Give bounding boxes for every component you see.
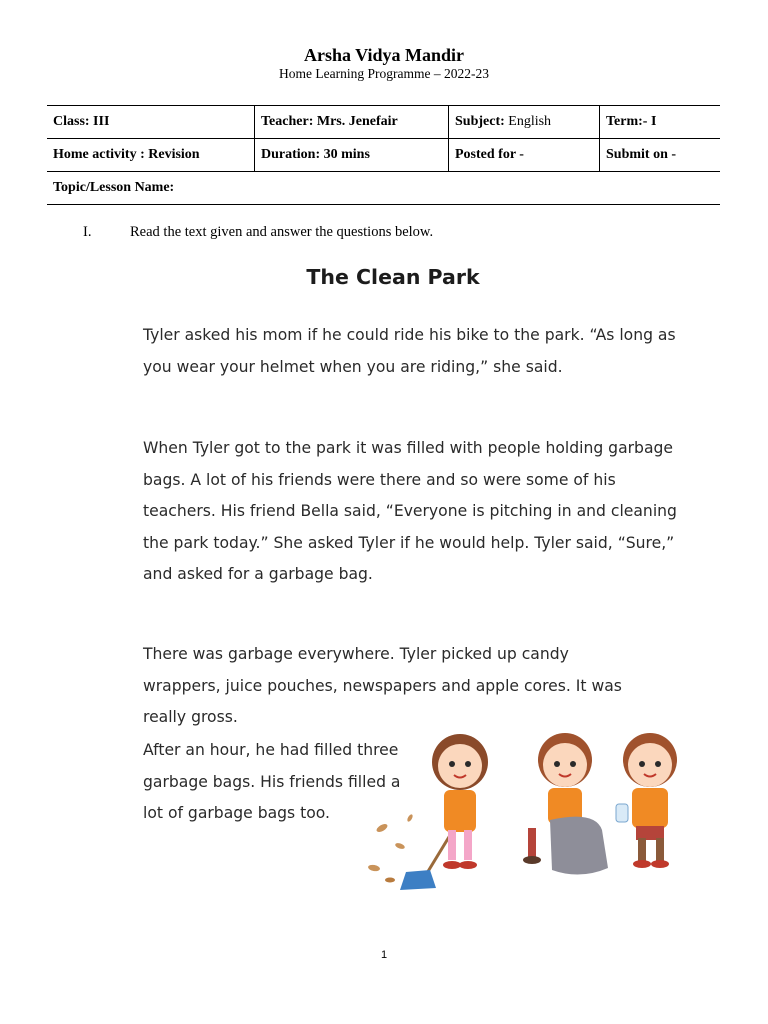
instruction-text: Read the text given and answer the questions below. bbox=[130, 224, 434, 240]
children-cleaning-illustration bbox=[360, 720, 700, 895]
term-cell: Term:- I bbox=[600, 106, 721, 139]
info-table bbox=[47, 105, 720, 205]
broom-icon bbox=[400, 832, 452, 890]
submit-cell: Submit on - bbox=[600, 139, 721, 172]
info-row bbox=[47, 106, 720, 139]
posted-cell: Posted for - bbox=[449, 139, 600, 172]
subject-cell bbox=[449, 106, 600, 139]
teacher-cell: Teacher: Mrs. Jenefair bbox=[255, 106, 449, 139]
story-paragraph: After an hour, he had filled three garbage bags. His friends filled a lot of garbage bags too. bbox=[143, 741, 401, 822]
girl-figure bbox=[616, 733, 677, 868]
info-row bbox=[47, 139, 720, 172]
duration-cell: Duration: 30 mins bbox=[255, 139, 449, 172]
page-number: 1 bbox=[380, 949, 388, 961]
class-cell: Class: III bbox=[47, 106, 255, 139]
topic-cell: Topic/Lesson Name: bbox=[47, 172, 720, 205]
subject-value: English bbox=[504, 114, 552, 129]
story-paragraph: Tyler asked his mom if he could ride his bike to the park. “As long as you wear your helmet when you are riding,” she said. bbox=[143, 326, 676, 376]
info-row bbox=[47, 172, 720, 205]
story-paragraph: When Tyler got to the park it was filled with people holding garbage bags. A lot of his friends were there and so were some of his teachers. His friend Bella said, “Everyone is pitching in and cleaning the park today.” She asked Tyler if he would help. Tyler said, “Sure,” and asked for a garbage bag. bbox=[143, 439, 677, 583]
instruction-number: I. bbox=[83, 224, 92, 240]
story-title: The Clean Park bbox=[306, 265, 480, 289]
subject-label: Subject: bbox=[455, 114, 505, 129]
activity-cell: Home activity : Revision bbox=[47, 139, 255, 172]
garbage-bag-icon bbox=[550, 817, 608, 875]
story-paragraph: There was garbage everywhere. Tyler picked up candy wrappers, juice pouches, newspapers and apple cores. It was really gross. bbox=[143, 645, 622, 726]
school-name: Arsha Vidya Mandir bbox=[303, 45, 465, 65]
instruction bbox=[83, 224, 433, 241]
programme-title: Home Learning Programme – 2022-23 bbox=[279, 66, 489, 81]
